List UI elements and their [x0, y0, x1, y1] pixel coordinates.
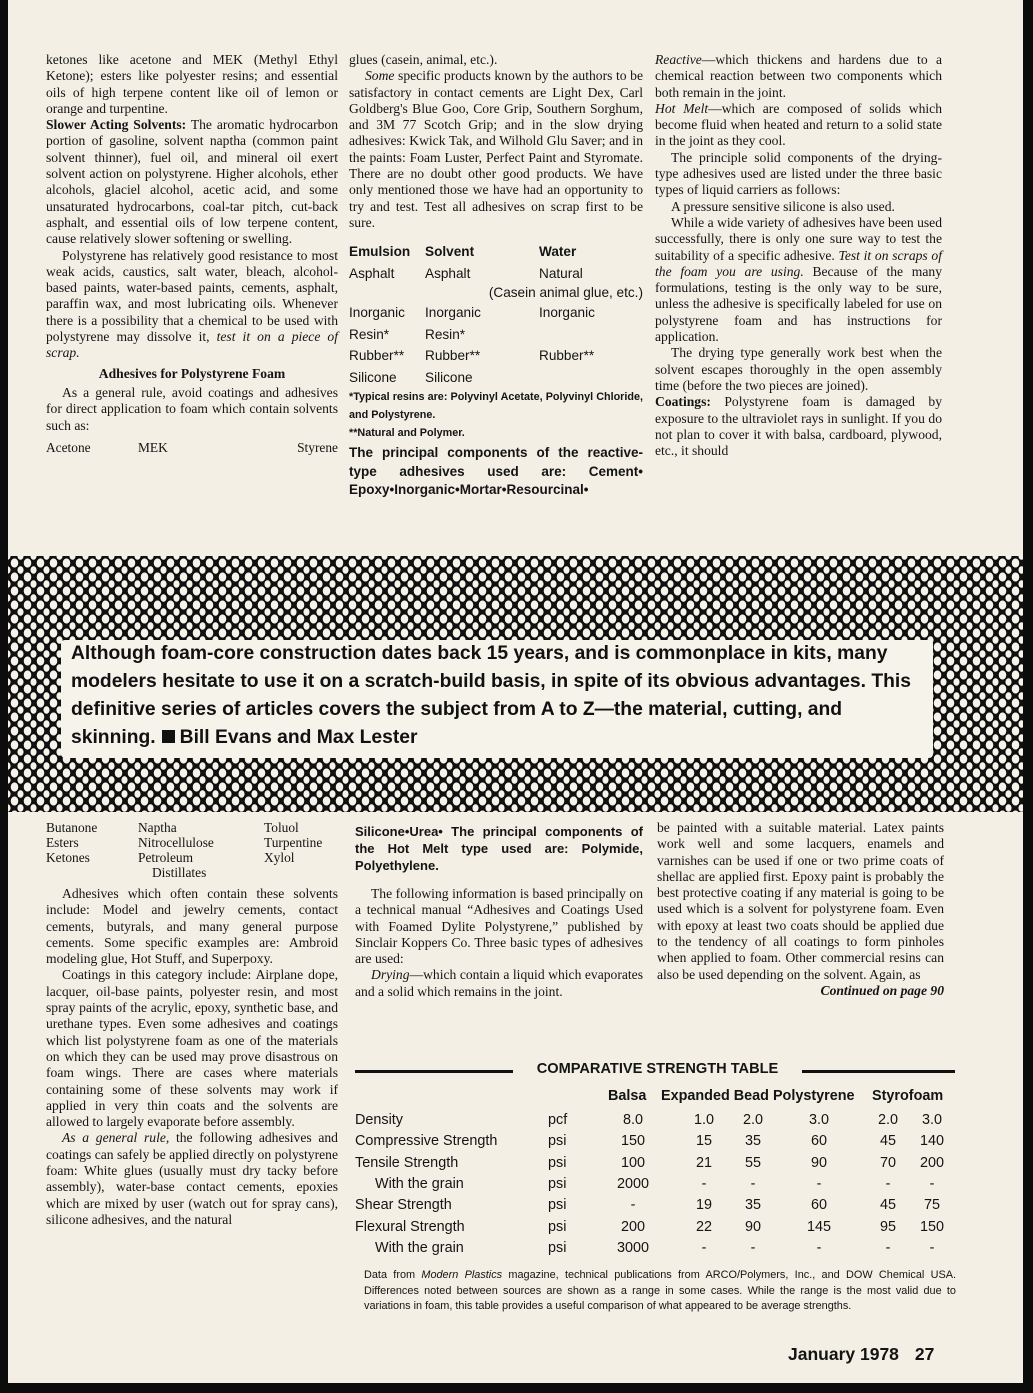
paragraph: The following information is based principally on a technical manual “Adhesives and Coatings Used with Foamed Dylite Polystyrene,” published by Sinclair Koppers Co. Three basic types of adhesives are used: [355, 886, 643, 967]
table-cell: 90 [810, 1154, 828, 1171]
solvent-item: Xylol [264, 850, 295, 865]
table-row [355, 1112, 955, 1133]
table-cell: 150 [919, 1218, 945, 1235]
table-cell: 3000 [616, 1239, 650, 1256]
table-cell: - [885, 1175, 891, 1192]
solvent-item: Nitrocellulose [138, 835, 214, 850]
table-cell: 2.0 [742, 1112, 764, 1128]
table-row [355, 1240, 955, 1261]
paragraph: Slower Acting Solvents: The aromatic hydrocarbon portion of gasoline, solvent naptha (common paint solvent thinner), fuel oil, and mineral oil exert solvent action on polystyrene. Higher alcohols, ether alcohols, glaciel alcohol, acetic acid, and some unsaturated hydrocarbons, coal-tar pitch, cut-back asphalt, and essential oils of low terpene content, cause relatively slower softening or swelling. [46, 117, 338, 247]
row-label: Compressive Strength [355, 1133, 498, 1150]
solvent-item: Styrene [297, 439, 338, 455]
paragraph: Coatings: Polystyrene foam is damaged by exposure to the ultraviolet rays in sunlight. If you do not plan to cover it with balsa, cardboard, plywood, etc., it should [655, 394, 942, 459]
column-header: Expanded Bead Polystyrene [661, 1088, 855, 1104]
table-cell: 70 [879, 1154, 897, 1171]
solvent-item: Petroleum [138, 850, 194, 865]
paragraph: Reactive—which thickens and hardens due to a chemical reaction between two components which both remain in the joint. [655, 52, 942, 100]
row-label: Tensile Strength [355, 1154, 459, 1171]
table-title-bar [355, 1061, 955, 1081]
table-cell: - [701, 1239, 707, 1256]
paragraph: Drying—which contain a liquid which evaporates and a solid which remains in the joint. [355, 967, 643, 999]
table-row [355, 1133, 955, 1154]
row-unit: psi [548, 1133, 567, 1150]
issue-date: January 1978 [788, 1344, 899, 1364]
bottom-column-3 [657, 820, 944, 999]
paragraph: ketones like acetone and MEK (Methyl Ethyl Ketone); esters like polyester resins; and essential oils of high terpene content like oil of lemon or orange and turpentine. [46, 52, 338, 116]
paragraph: While a wide variety of adhesives have been used successfully, there is only one sure way to test the suitability of a specific adhesive. Test it on scraps of the foam you are using. Because of the many formulations, testing is the only way to be sure, unless the adhesive is specifically labeled for use on polystyrene foam and has instructions for application. [655, 214, 943, 345]
table-cell: 35 [744, 1133, 762, 1150]
row-label: Shear Strength [355, 1197, 452, 1214]
table-cell: 2.0 [877, 1112, 899, 1128]
table-cell: 200 [620, 1218, 646, 1235]
row-unit: psi [548, 1175, 567, 1192]
row-label: Flexural Strength [355, 1218, 465, 1235]
table-cell: 140 [919, 1133, 945, 1150]
table-cell: - [750, 1239, 756, 1256]
table-cell: 100 [620, 1154, 646, 1171]
top-column-3 [655, 52, 942, 459]
rule-line [355, 1070, 513, 1073]
solvent-item: Ketones [46, 850, 90, 865]
table-cell: 145 [806, 1218, 832, 1235]
continued-note: Continued on page 90 [820, 982, 944, 998]
paragraph: A pressure sensitive silicone is also used. [671, 198, 895, 214]
column-header: Balsa [608, 1088, 647, 1104]
table-cell: 60 [810, 1133, 828, 1150]
paragraph: As a general rule, avoid coatings and adhesives for direct application to foam which contain solvents such as: [46, 384, 338, 433]
column-header: Styrofoam [872, 1088, 944, 1104]
table-cell: 1.0 [693, 1112, 715, 1128]
paragraph: As a general rule, the following adhesives and coatings can safely be applied directly on polystyrene foam: White glues (usually must dry tacky before assembly), water-base contact cements, epoxies which are mixed by user (watch out for spray cans), silicone adhesives, and the natural [46, 1130, 338, 1227]
table-cell: 22 [695, 1218, 713, 1235]
paragraph: The principle solid components of the drying-type adhesives used are listed under the three basic types of liquid carriers as follows: [655, 149, 942, 198]
table-cell: - [630, 1197, 636, 1214]
table-cell: 45 [879, 1133, 897, 1150]
section-heading: Adhesives for Polystyrene Foam [98, 365, 286, 381]
adhesive-list-row: Rubber** Rubber** Rubber** [349, 348, 595, 364]
solvent-list [46, 440, 338, 456]
table-cell: - [701, 1175, 707, 1192]
solvent-item: Acetone [46, 439, 91, 455]
table-cell: - [885, 1239, 891, 1256]
footnote: **Natural and Polymer. [349, 427, 465, 440]
row-unit: pcf [548, 1112, 568, 1128]
table-cell: 45 [879, 1197, 897, 1214]
solvent-list [46, 820, 338, 880]
table-cell: 3.0 [921, 1112, 943, 1128]
rule-line [802, 1070, 955, 1073]
adhesive-list-row: Resin* Resin* [349, 326, 466, 342]
row-unit: psi [548, 1218, 567, 1235]
row-label: With the grain [375, 1175, 464, 1192]
table-cell: 55 [744, 1154, 762, 1171]
comparative-strength-table [355, 1061, 955, 1261]
bottom-column-2 [355, 823, 643, 1000]
paragraph: Polystyrene has relatively good resistance to most weak acids, caustics, salt water, bleach, alcohol-based paints, water-based paints, cements, asphalt, paraffin wax, and most lubricating oils. Whenever there is a possibility that a chemical to be used with polystyrene may dissolve it, test it on a piece of scrap. [46, 247, 339, 361]
paragraph: Adhesives which often contain these solvents include: Model and jewelry cements, contact cements, butyrals, and many general purpose cements. Some specific examples are: Ambroid modeling glue, Hot Stuff, and Superpoxy. [46, 886, 338, 967]
solvent-item: Distillates [152, 865, 207, 880]
page-number: 27 [914, 1344, 935, 1364]
article-deck [71, 640, 931, 752]
table-cell: - [929, 1175, 935, 1192]
adhesive-type-list [349, 241, 643, 500]
table-cell: 200 [919, 1154, 945, 1171]
table-cell: - [816, 1175, 822, 1192]
solvent-item: Naptha [138, 820, 177, 835]
bottom-column-1 [46, 820, 338, 1228]
paragraph: Coatings in this category include: Airplane dope, lacquer, oil-base paints, polyester resin, and most spray paints of the acrylic, epoxy, synthetic base, and urethane types. Even some adhesives and coatings which list polystyrene foam as one of the materials on which they can be used may prove disastrous on foam wings. There are cases where materials containing some of these solvents may work if applied in very thin coats and the solvents are allowed to largely evaporate before assembly. [46, 967, 338, 1130]
adhesive-list-row: Silicone Silicone [349, 369, 473, 385]
table-header-row [355, 1088, 955, 1109]
table-cell: 3.0 [808, 1112, 830, 1128]
table-cell: 8.0 [622, 1112, 644, 1128]
deck-text: Although foam-core construction dates back 15 years, and is commonplace in kits, many modelers hesitate to use it on a scratch-build basis, in spite of its obvious advantages. This definitive series of articles covers the subject from A to Z—the material, cutting, and skinning. [71, 643, 911, 748]
top-column-1 [46, 52, 338, 456]
row-label: With the grain [375, 1239, 464, 1256]
paragraph: Silicone•Urea• The principal components of the Hot Melt type used are: Polymide, Polyethylene. [355, 824, 643, 873]
table-cell: - [929, 1239, 935, 1256]
solvent-item: Toluol [264, 820, 299, 835]
inline-heading: Slower Acting Solvents: [46, 117, 187, 133]
table-cell: 35 [744, 1197, 762, 1214]
row-unit: psi [548, 1197, 567, 1214]
table-cell: 19 [695, 1197, 713, 1214]
table-cell: 60 [810, 1197, 828, 1214]
table-cell: 75 [923, 1197, 941, 1214]
row-unit: psi [548, 1239, 567, 1256]
table-cell: 90 [744, 1218, 762, 1235]
table-source-note: Data from Modern Plastics magazine, technical publications from ARCO/Polymers, Inc., and DOW Chemical USA. Differences noted between sources are shown as a range in some cases. While the range is the most valid due to variations in foam, this table provides a useful comparison of what appeared to be average strengths. [364, 1269, 957, 1312]
adhesive-list-header: Emulsion Solvent Water [349, 244, 577, 260]
table-cell: 95 [879, 1218, 897, 1235]
square-bullet-icon [162, 730, 175, 743]
table-cell: 2000 [616, 1175, 650, 1192]
solvent-item: Esters [46, 835, 79, 850]
top-column-2 [349, 52, 643, 500]
footnote: *Typical resins are: Polyvinyl Acetate, Polyvinyl Chloride, and Polystyrene. [349, 391, 643, 422]
solvent-item: MEK [138, 439, 168, 455]
magazine-page [8, 0, 1023, 1383]
row-label: Density [355, 1112, 403, 1128]
table-cell: - [750, 1175, 756, 1192]
byline: Bill Evans and Max Lester [179, 727, 418, 748]
table-title: COMPARATIVE STRENGTH TABLE [536, 1061, 779, 1077]
solvent-item: Butanone [46, 820, 98, 835]
table-row [355, 1155, 955, 1176]
table-cell: 150 [620, 1133, 646, 1150]
paragraph: Some specific products known by the authors to be satisfactory in contact cements are Light Dex, Carl Goldberg's Blue Goo, Core Grip, Southern Sorghum, and 3M 77 Scotch Grip; and in the slow drying adhesives: Kwick Tak, and Wilhold Glu Saver; and in the paints: Foam Luster, Perfect Paint and Styromate. There are no doubt other good products. We have only mentioned those we have had an opportunity to try and test. Test all adhesives on scrap first to be sure. [349, 68, 643, 230]
adhesive-list-row: Asphalt Asphalt Natural [349, 265, 583, 281]
adhesive-list-note: (Casein animal glue, etc.) [488, 285, 643, 301]
table-cell: 21 [695, 1154, 713, 1171]
row-unit: psi [548, 1154, 567, 1171]
paragraph: be painted with a suitable material. Latex paints work well and some lacquers, enamels and varnishes can be used if one or two prime coats of shellac are applied first. Epoxy paint is probably the best protective coating if any material is going to be used which is a solvent for polystyrene foam. Even with epoxy at least two coats should be applied due to the tendency of all coatings to form pinholes when applied to foam. Other commercial resins can also be used depending on the solvent. Again, as [657, 820, 944, 982]
table-cell: - [816, 1239, 822, 1256]
table-row [355, 1176, 955, 1197]
page-footer [788, 1344, 934, 1365]
table-row [355, 1197, 955, 1218]
paragraph: glues (casein, animal, etc.). [349, 52, 498, 67]
table-cell: 15 [695, 1133, 713, 1150]
paragraph: The drying type generally work best when the solvent escapes thoroughly in the open assembly time (before the two pieces are joined). [655, 345, 942, 393]
paragraph: The principal components of the reactive-type adhesives used are: Cement• Epoxy•Inorganic•Mortar•Resourcinal• [349, 445, 643, 498]
table-row [355, 1219, 955, 1240]
paragraph: Hot Melt—which are composed of solids which become fluid when heated and return to a solid state in the joint as they cool. [655, 100, 943, 149]
solvent-item: Turpentine [264, 835, 323, 850]
adhesive-list-row: Inorganic Inorganic Inorganic [349, 305, 595, 321]
inline-heading: Coatings: [655, 394, 711, 410]
